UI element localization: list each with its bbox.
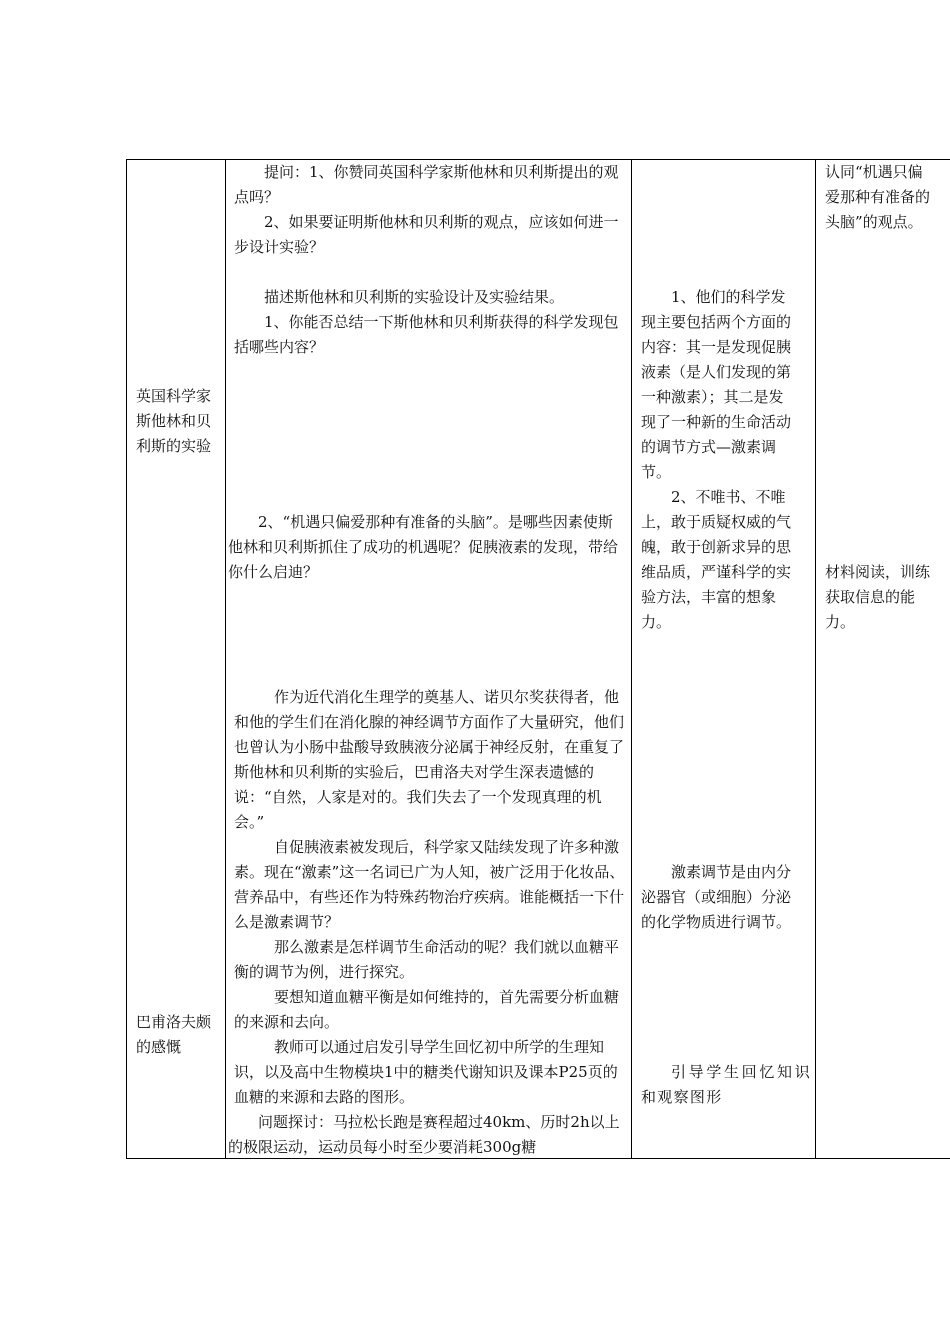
student-activity-column — [632, 160, 816, 1159]
hormone-definition: 激素调节是由内分泌器官（或细胞）分泌的化学物质进行调节。 — [641, 863, 792, 931]
teacher-paragraph: 教师可以通过启发引导学生回忆初中所学的生理知识，以及高中生物模块1中的糖类代谢知识及课本P25页的血糖的来源和去路的图形。 — [234, 1038, 618, 1106]
answer-1: 1、他们的科学发现主要包括两个方面的内容：其一是发现促胰液素（是人们发现的第一种激素）；其二是发现了一种新的生命活动的调节方式—激素调节。 — [641, 288, 792, 481]
describe-experiment: 描述斯他林和贝利斯的实验设计及实验结果。 — [264, 288, 565, 306]
design-intent-column — [816, 160, 950, 1159]
pavlov-paragraph: 作为近代消化生理学的奠基人、诺贝尔奖获得者，他和他的学生们在消化腺的神经调节方面作了大量研究，他们也曾认为小肠中盐酸导致胰液分泌属于神经反射，在重复了斯他林和贝利斯的实验后，巴甫洛夫对学生深表遗憾的说：“自然，人家是对的。我们失去了一个发现真理的机会。” — [234, 688, 625, 831]
lesson-table — [126, 159, 950, 1159]
topic-starling-bayliss: 英国科学家斯他林和贝利斯的实验 — [136, 387, 212, 455]
glucose-paragraph: 那么激素是怎样调节生命活动的呢？我们就以血糖平衡的调节为例，进行探究。 — [234, 938, 620, 981]
reading-note: 材料阅读，训练获取信息的能力。 — [825, 563, 931, 631]
topic-column — [127, 160, 226, 1159]
analyze-paragraph: 要想知道血糖平衡是如何维持的，首先需要分析血糖的来源和去向。 — [234, 988, 620, 1031]
question-intro-1: 提问：1、你赞同英国科学家斯他林和贝利斯提出的观点吗？ — [234, 163, 619, 206]
topic-pavlov: 巴甫洛夫颇的感慨 — [136, 1013, 212, 1056]
agree-note: 认同“机遇只偏爱那种有准备的头脑”的观点。 — [825, 163, 931, 231]
question-2: 2、“机遇只偏爱那种有准备的头脑”。是哪些因素使斯他林和贝利斯抓住了成功的机遇呢？促胰液素的发现，带给你什么启迪？ — [228, 513, 619, 581]
marathon-paragraph: 问题探讨：马拉松长跑是赛程超过40km、历时2h以上的极限运动，运动员每小时至少要消耗300g糖 — [228, 1113, 620, 1156]
hormones-paragraph: 自促胰液素被发现后，科学家又陆续发现了许多种激素。现在“激素”这一名词已广为人知，被广泛用于化妆品、营养品中，有些还作为特殊药物治疗疾病。谁能概括一下什么是激素调节？ — [234, 838, 625, 931]
teacher-activity-column — [226, 160, 632, 1159]
question-1: 1、你能否总结一下斯他林和贝利斯获得的科学发现包括哪些内容？ — [234, 313, 619, 356]
table-row — [127, 160, 950, 1159]
question-intro-2: 2、如果要证明斯他林和贝利斯的观点，应该如何进一步设计实验？ — [234, 213, 619, 256]
recall-guidance: 引导学生回忆知识和观察图形 — [641, 1063, 811, 1106]
answer-2: 2、不唯书、不唯上，敢于质疑权威的气魄，敢于创新求异的思维品质，严谨科学的实验方法，丰富的想象力。 — [641, 488, 792, 631]
